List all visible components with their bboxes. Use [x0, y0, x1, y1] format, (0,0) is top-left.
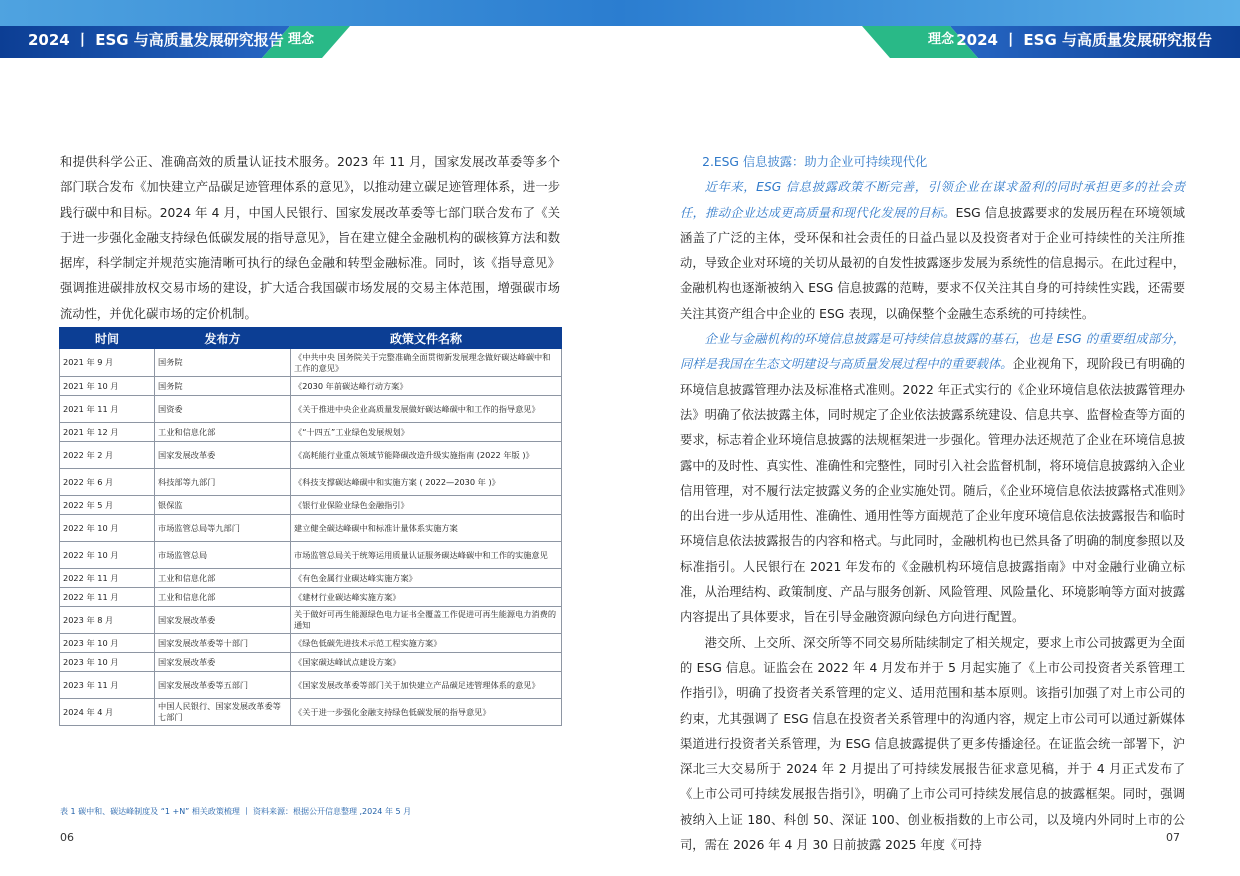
table-cell-issuer: 国家发展改革委等五部门: [155, 672, 291, 699]
table-row: [60, 423, 562, 442]
table-cell-issuer: 国家发展改革委等十部门: [155, 634, 291, 653]
emphasis-text: 近年来，ESG 信息披露政策不断完善，引领企业在谋求盈利的同时承担更多的社会责任，推动企业达成更高质量和现代化发展的目标。: [680, 180, 1185, 220]
right-paragraph-2: [680, 327, 1185, 631]
page-number-right: 07: [1166, 831, 1180, 844]
table-cell-date: 2024 年 4 月: [60, 699, 155, 726]
table-cell-date: 2023 年 10 月: [60, 653, 155, 672]
table-cell-issuer: 工业和信息化部: [155, 588, 291, 607]
paragraph-text: 企业视角下，现阶段已有明确的环境信息披露管理办法及标准格式准则。2022 年正式实行的《企业环境信息依法披露管理办法》明确了依法披露主体，同时规定了企业依法披露系统建设、信息共享、监督检查等方面的要求，标志着企业环境信息披露的法规框架进一步强化。管理办法还规范了企业在环境信息披露中的及时性、真实性、准确性和完整性，同时引入社会监督机制，将环境信息披露纳入企业信用管理，对不履行法定披露义务的企业实施处罚。随后，《企业环境信息依法披露格式准则》的出台进一步从适用性、准确性、通用性等方面规范了企业年度环境信息依法披露报告和临时环境信息依法披露报告的内容和格式。与此同时，金融机构也已然具备了明确的制度参照以及标准指引。人民银行在 2021 年发布的《金融机构环境信息披露指南》中对金融行业确立标准，从治理结构、政策制度、产品与服务创新、风险管理、风险量化、环境影响等方面对披露内容提出了具体要求，旨在引导金融资源向绿色方向进行配置。: [680, 357, 1185, 625]
table-cell-date: 2022 年 6 月: [60, 469, 155, 496]
table-row: [60, 634, 562, 653]
table-cell-date: 2023 年 11 月: [60, 672, 155, 699]
policy-table: [59, 327, 562, 726]
right-page-text: [680, 150, 1185, 858]
table-header-cell: 时间: [60, 328, 155, 349]
left-page-text: [60, 150, 560, 327]
table-cell-date: 2023 年 8 月: [60, 607, 155, 634]
table-cell-issuer: 中国人民银行、国家发展改革委等七部门: [155, 699, 291, 726]
table-cell-issuer: 国家发展改革委: [155, 653, 291, 672]
table-cell-date: 2022 年 11 月: [60, 588, 155, 607]
table-cell-policy: 《国家发展改革委等部门关于加快建立产品碳足迹管理体系的意见》: [291, 672, 562, 699]
table-cell-date: 2021 年 9 月: [60, 349, 155, 377]
table-header-cell: 政策文件名称: [291, 328, 562, 349]
table-cell-policy: 关于做好可再生能源绿色电力证书全覆盖工作促进可再生能源电力消费的通知: [291, 607, 562, 634]
left-paragraph: 和提供科学公正、准确高效的质量认证技术服务。2023 年 11 月，国家发展改革委等多个部门联合发布《加快建立产品碳足迹管理体系的意见》，以推动建立碳足迹管理体系，进一步践行碳中和目标。2024 年 4 月，中国人民银行、国家发展改革委等七部门联合发布了《关于进一步强化金融支持绿色低碳发展的指导意见》，旨在建立健全金融机构的碳核算方法和数据库，科学制定并规范实施清晰可执行的绿色金融和转型金融标准。同时，该《指导意见》强调推进碳排放权交易市场的建设，扩大适合我国碳市场发展的交易主体范围，增强碳市场流动性，并优化碳市场的定价机制。: [60, 155, 560, 321]
table-cell-date: 2022 年 10 月: [60, 542, 155, 569]
table-cell-issuer: 国家发展改革委: [155, 607, 291, 634]
paragraph-text: ESG 信息披露要求的发展历程在环境领域涵盖了广泛的主体，受环保和社会责任的日益凸显以及投资者对于企业可持续性的关注所推动，导致企业对环境的关切从最初的自发性披露逐步发展为系统性的信息揭示。在此过程中，金融机构也逐渐被纳入 ESG 信息披露的范畴，要求不仅关注其自身的可持续性实践，还需要关注其资产组合中企业的 ESG 表现，以确保整个金融生态系统的可持续性。: [680, 205, 1185, 321]
table-header-cell: 发布方: [155, 328, 291, 349]
table-row: [60, 607, 562, 634]
table-header-row: [60, 328, 562, 349]
table-cell-date: 2021 年 12 月: [60, 423, 155, 442]
table-cell-date: 2023 年 10 月: [60, 634, 155, 653]
table-cell-issuer: 国资委: [155, 396, 291, 423]
table-cell-issuer: 国家发展改革委: [155, 442, 291, 469]
table-cell-policy: 《关于进一步强化金融支持绿色低碳发展的指导意见》: [291, 699, 562, 726]
table-cell-date: 2021 年 11 月: [60, 396, 155, 423]
table-cell-date: 2022 年 2 月: [60, 442, 155, 469]
right-paragraph-3: 港交所、上交所、深交所等不同交易所陆续制定了相关规定，要求上市公司披露更为全面的 ESG 信息。证监会在 2022 年 4 月发布并于 5 月起实施了《上市公司投资者关系管理工作指引》，明确了投资者关系管理的定义、适用范围和基本原则。该指引加强了对上市公司的约束，尤其强调了 ESG 信息在投资者关系管理中的沟通内容，规定上市公司可以通过新媒体渠道进行投资者关系管理，为 ESG 信息披露提供了更多传播途径。在证监会统一部署下，沪深北三大交易所于 2024 年 2 月提出了可持续发展报告征求意见稿，并于 4 月正式发布了《上市公司可持续发展报告指引》，明确了上市公司可持续发展信息的披露框架。同时，强调被纳入上证 180、科创 50、深证 100、创业板指数的上市公司，以及境内外同时上市的公司，需在 2026 年 4 月 30 日前披露 2025 年度《可持: [680, 635, 1185, 853]
table-row: [60, 699, 562, 726]
table-row: [60, 515, 562, 542]
table-row: [60, 496, 562, 515]
table-row: [60, 542, 562, 569]
header-right-tag: 理念: [928, 32, 955, 47]
table-row: [60, 672, 562, 699]
table-cell-policy: 《绿色低碳先进技术示范工程实施方案》: [291, 634, 562, 653]
table-cell-issuer: 工业和信息化部: [155, 569, 291, 588]
table-cell-policy: 《国家碳达峰试点建设方案》: [291, 653, 562, 672]
table-cell-policy: 《有色金属行业碳达峰实施方案》: [291, 569, 562, 588]
table-cell-issuer: 市场监管总局: [155, 542, 291, 569]
header-left-tag: 理念: [288, 32, 315, 47]
emphasis-text: 企业与金融机构的环境信息披露是可持续信息披露的基石，也是 ESG 的重要组成部分，同样是我国在生态文明建设与高质量发展过程中的重要载体。: [680, 332, 1185, 372]
table-row: [60, 442, 562, 469]
table-row: [60, 569, 562, 588]
page-header: [0, 0, 1240, 58]
page-number-left: 06: [60, 831, 74, 844]
table-cell-policy: 《科技支撑碳达峰碳中和实施方案 ( 2022—2030 年 )》: [291, 469, 562, 496]
table-cell-policy: 《关于推进中央企业高质量发展做好碳达峰碳中和工作的指导意见》: [291, 396, 562, 423]
section-title: 2.ESG 信息披露：助力企业可持续现代化: [702, 155, 928, 169]
table-cell-policy: 《2030 年前碳达峰行动方案》: [291, 377, 562, 396]
table-cell-policy: 《银行业保险业绿色金融指引》: [291, 496, 562, 515]
table-cell-policy: 市场监管总局关于统筹运用质量认证服务碳达峰碳中和工作的实施意见: [291, 542, 562, 569]
table-row: [60, 349, 562, 377]
table-row: [60, 377, 562, 396]
policy-table-body: [60, 349, 562, 726]
table-cell-issuer: 银保监: [155, 496, 291, 515]
right-paragraph-1: [680, 175, 1185, 327]
table-cell-policy: 《“十四五”工业绿色发展规划》: [291, 423, 562, 442]
table-cell-policy: 《高耗能行业重点领域节能降碳改造升级实施指南 (2022 年版 )》: [291, 442, 562, 469]
table-cell-issuer: 科技部等九部门: [155, 469, 291, 496]
table-row: [60, 588, 562, 607]
table-row: [60, 653, 562, 672]
table-cell-date: 2022 年 10 月: [60, 515, 155, 542]
table-cell-date: 2022 年 5 月: [60, 496, 155, 515]
table-cell-issuer: 国务院: [155, 349, 291, 377]
table-cell-date: 2021 年 10 月: [60, 377, 155, 396]
table-cell-issuer: 国务院: [155, 377, 291, 396]
table-cell-date: 2022 年 11 月: [60, 569, 155, 588]
table-caption: 表 1 碳中和、碳达峰制度及 “1 +N” 相关政策梳理 丨 资料来源：根据公开信息整理 ,2024 年 5 月: [60, 807, 412, 816]
table-cell-issuer: 市场监管总局等九部门: [155, 515, 291, 542]
table-cell-issuer: 工业和信息化部: [155, 423, 291, 442]
header-left-title: 2024 丨 ESG 与高质量发展研究报告: [28, 31, 284, 49]
table-row: [60, 469, 562, 496]
table-cell-policy: 《中共中央 国务院关于完整准确全面贯彻新发展理念做好碳达峰碳中和工作的意见》: [291, 349, 562, 377]
header-right-title: 2024 丨 ESG 与高质量发展研究报告: [956, 31, 1212, 49]
table-cell-policy: 《建材行业碳达峰实施方案》: [291, 588, 562, 607]
table-cell-policy: 建立健全碳达峰碳中和标准计量体系实施方案: [291, 515, 562, 542]
table-row: [60, 396, 562, 423]
